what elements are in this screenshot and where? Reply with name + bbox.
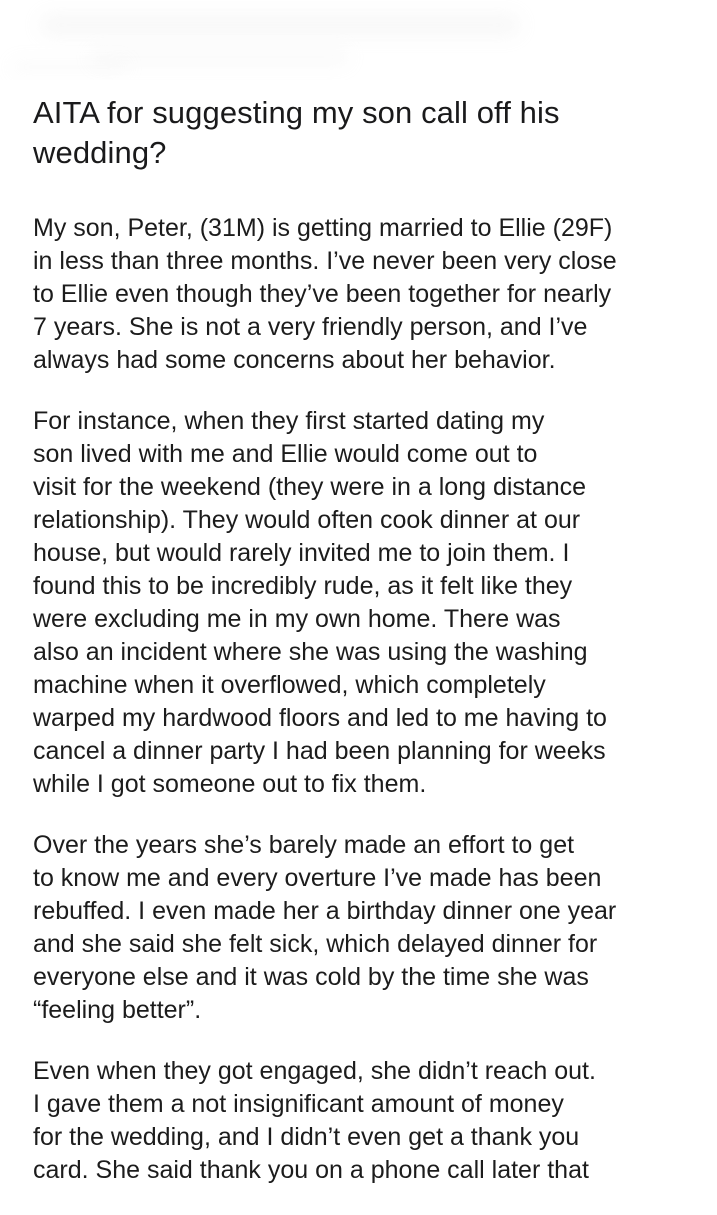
blurred-text-remnant [10, 60, 130, 74]
text-line: My son, Peter, (31M) is getting married to Ellie (29F) [33, 214, 613, 242]
post-title: AITA for suggesting my son call off his wedding? [33, 95, 560, 170]
text-line: For instance, when they first started dating my [33, 407, 545, 435]
text-line: I gave them a not insignificant amount of money [33, 1090, 564, 1118]
text-line: visit for the weekend (they were in a long distance [33, 473, 587, 501]
text-line: always had some concerns about her behavior. [33, 346, 556, 374]
text-line: to Ellie even though they’ve been together for nearly [33, 280, 612, 308]
text-line: card. She said thank you on a phone call later that [33, 1156, 589, 1184]
text-line: found this to be incredibly rude, as it felt like they [33, 572, 573, 600]
text-line: while I got someone out to fix them. [33, 770, 427, 798]
text-line: rebuffed. I even made her a birthday dinner one year [33, 897, 617, 925]
text-line: house, but would rarely invited me to join them. I [33, 539, 570, 567]
paragraph [33, 1055, 683, 1187]
text-line: 7 years. She is not a very friendly person, and I’ve [33, 313, 588, 341]
text-line: son lived with me and Ellie would come out to [33, 440, 538, 468]
text-line: cancel a dinner party I had been planning for weeks [33, 737, 606, 765]
text-line: to know me and every overture I’ve made has been [33, 864, 602, 892]
text-line: relationship). They would often cook dinner at our [33, 506, 581, 534]
text-line: warped my hardwood floors and led to me having to [33, 704, 607, 732]
paragraph [33, 212, 683, 377]
text-line: machine when it overflowed, which completely [33, 671, 546, 699]
text-line: were excluding me in my own home. There was [33, 605, 561, 633]
text-line: “feeling better”. [33, 996, 202, 1024]
text-line: for the wedding, and I didn’t even get a thank you [33, 1123, 580, 1151]
post [33, 93, 683, 1215]
text-line: everyone else and it was cold by the time she was [33, 963, 589, 991]
text-line: in less than three months. I’ve never been very close [33, 247, 617, 275]
paragraph [33, 829, 683, 1027]
blurred-text-remnant [40, 14, 520, 36]
blurred-header-remnant [0, 0, 717, 80]
paragraph [33, 405, 683, 801]
text-line: Even when they got engaged, she didn’t reach out. [33, 1057, 596, 1085]
post-body [33, 212, 683, 1187]
text-line: also an incident where she was using the washing [33, 638, 588, 666]
text-line: and she said she felt sick, which delayed dinner for [33, 930, 598, 958]
text-line: Over the years she’s barely made an effort to get [33, 831, 575, 859]
